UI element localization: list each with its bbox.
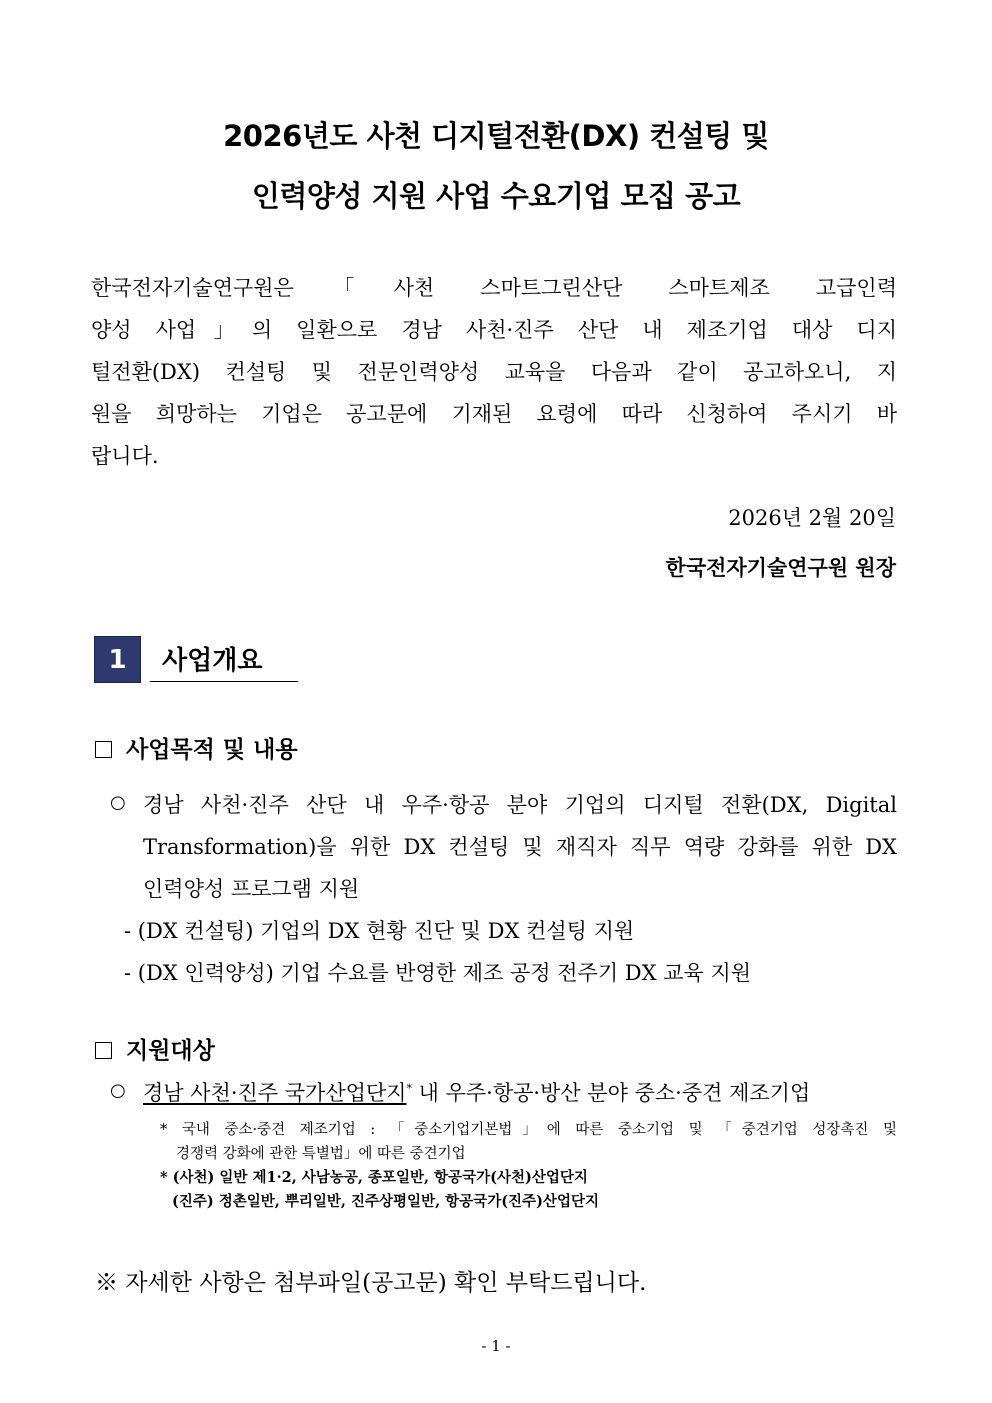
title-line-1: 2026년도 사천 디지털전환(DX) 컨설팅 및 bbox=[223, 119, 769, 153]
intro-line-2: 양성 사업」의 일환으로 경남 사천·진주 산단 내 제조기업 대상 디지 bbox=[91, 318, 897, 342]
purpose-bullet-line-2: Transformation)을 위한 DX 컨설팅 및 재직자 직무 역량 강화를 위한 DX bbox=[143, 835, 897, 859]
checkbox-square-icon bbox=[95, 1042, 112, 1059]
purpose-bullet-line-1: 경남 사천·진주 산단 내 우주·항공 분야 기업의 디지털 전환(DX, Digital bbox=[143, 793, 897, 817]
purpose-heading-text: 사업목적 및 내용 bbox=[126, 736, 298, 763]
final-note: ※ 자세한 사항은 첨부파일(공고문) 확인 부탁드립니다. bbox=[95, 1270, 647, 1296]
target-rest-text: 내 우주·항공·방산 분야 중소·중견 제조기업 bbox=[411, 1081, 811, 1105]
purpose-dash-consulting: - (DX 컨설팅) 기업의 DX 현황 진단 및 DX 컨설팅 지원 bbox=[124, 919, 635, 943]
target-note-2-line-1: * (사천) 일반 제1·2, 사남농공, 종포일반, 항공국가(사천)산업단지 bbox=[160, 1169, 588, 1186]
purpose-heading bbox=[95, 731, 298, 764]
section-number: 1 bbox=[94, 636, 141, 683]
checkbox-square-icon bbox=[95, 741, 112, 758]
footnote-mark: * bbox=[406, 1082, 412, 1095]
title-line-2: 인력양성 지원 사업 수요기업 모집 공고 bbox=[251, 179, 741, 213]
intro-line-5: 랍니다. bbox=[91, 444, 159, 468]
target-bullet bbox=[143, 1077, 810, 1107]
announcement-date: 2026년 2월 20일 bbox=[728, 506, 896, 530]
target-note-2-line-2: (진주) 정촌일반, 뿌리일반, 진주상평일반, 항공국가(진주)산업단지 bbox=[172, 1193, 599, 1210]
intro-line-3: 털전환(DX) 컨설팅 및 전문인력양성 교육을 다음과 같이 공고하오니, 지 bbox=[91, 360, 897, 384]
target-note-1-line-1: * 국내 중소·중견 제조기업 : 「중소기업기본법」에 따른 중소기업 및 「중견기업 성장촉진 및 bbox=[160, 1122, 897, 1138]
circle-bullet-icon: ○ bbox=[110, 792, 126, 813]
section-title: 사업개요 bbox=[162, 646, 263, 676]
target-heading-text: 지원대상 bbox=[126, 1037, 215, 1064]
intro-line-4: 원을 희망하는 기업은 공고문에 기재된 요령에 따라 신청하여 주시기 바 bbox=[91, 402, 897, 426]
circle-bullet-icon: ○ bbox=[110, 1080, 126, 1101]
section-underline bbox=[150, 681, 298, 682]
purpose-bullet-line-3: 인력양성 프로그램 지원 bbox=[143, 877, 360, 901]
signature: 한국전자기술연구원 원장 bbox=[665, 555, 896, 580]
page-number: - 1 - bbox=[481, 1337, 511, 1355]
target-note-1-line-2: 경쟁력 강화에 관한 특별법」에 따른 중견기업 bbox=[176, 1146, 466, 1162]
target-heading bbox=[95, 1032, 215, 1065]
purpose-dash-training: - (DX 인력양성) 기업 수요를 반영한 제조 공정 전주기 DX 교육 지원 bbox=[124, 961, 752, 985]
target-underlined-text: 경남 사천·진주 국가산업단지 bbox=[143, 1081, 407, 1105]
intro-line-1: 한국전자기술연구원은「사천 스마트그린산단 스마트제조 고급인력 bbox=[91, 276, 897, 300]
